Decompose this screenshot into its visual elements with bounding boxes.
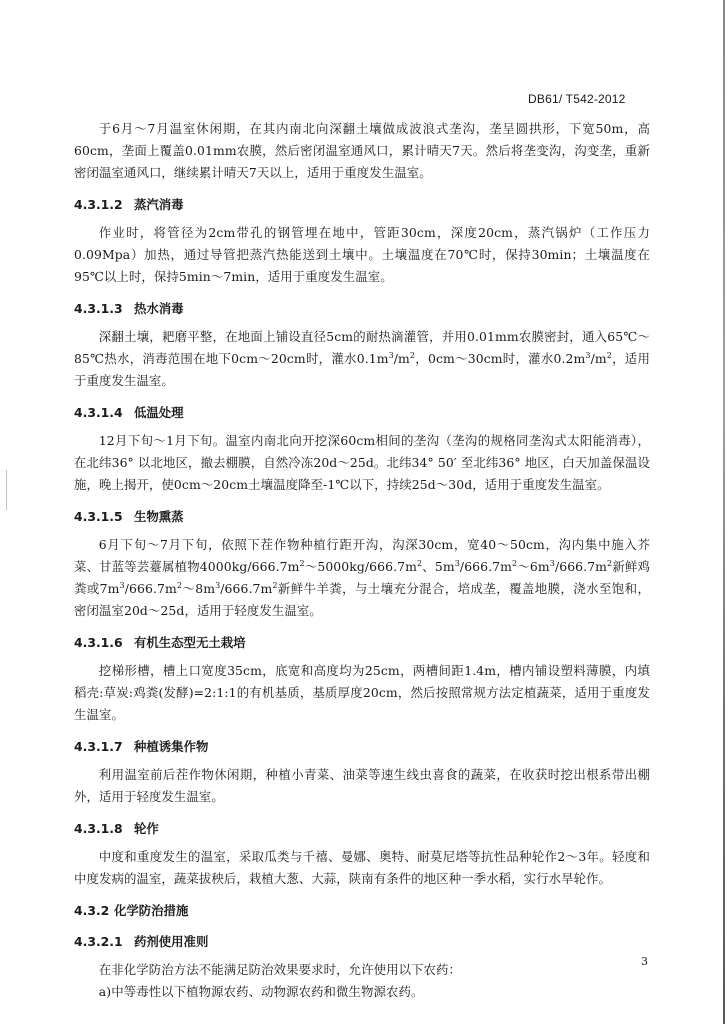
section-title: 热水消毒 [134, 301, 184, 316]
section-4321-line1: 在非化学防治方法不能满足防治效果要求时，允许使用以下农药： [98, 962, 462, 977]
document-code-header: DB61/ T542-2012 [528, 92, 626, 106]
section-title: 药剂使用准则 [134, 934, 209, 949]
section-4318-text: 中度和重度发生的温室，采取瓜类与千禧、曼娜、奥特、耐莫尼塔等抗性品种轮作2～3年。轻度和中度发病的温室，蔬菜拔秧后，栽植大葱、大蒜，陕南有条件的地区种一季水稻，实行水旱轮作。 [74, 849, 650, 886]
section-heading-4321 [74, 932, 650, 952]
section-title: 低温处理 [134, 405, 184, 420]
section-number: 4.3.1.6 [74, 635, 123, 650]
section-4313-text: 深翻土壤，耙磨平整，在地面上铺设直径5cm的耐热滴灌管，并用0.01mm农膜密封，通入65℃～85℃热水，消毒范围在地下0cm～20cm时，灌水$0.1m^3/m^2$，0cm～30cm时，灌水$0.2m^3/m^2$，适用于重度发生温室。 [74, 329, 650, 388]
section-title: 种植诱集作物 [134, 739, 209, 754]
section-title: 轮作 [134, 821, 159, 836]
intro-paragraph: 于6月～7月温室休闲期，在其内南北向深翻土壤做成波浪式垄沟，垄呈圆拱形，下宽50m，高60cm，垄面上覆盖0.01mm农膜，然后密闭温室通风口，累计晴天7天。然后将垄变沟，沟变垄，重新密闭温室通风口，继续累计晴天7天以上，适用于重度发生温室。 [74, 121, 650, 180]
section-number: 4.3.2.1 [74, 934, 123, 949]
section-4315-text: 6月下旬～7月下旬，依照下茬作物种植行距开沟，沟深30cm，宽40～50cm，沟内集中施入芥菜、甘蓝等芸薹属植物$4000kg/666.7m^2\sim 5000kg/666.7m^2$、$5m^3/666.7m^2\sim 6m^3/666.7m^2$新鲜鸡粪或$7m^3/666.7m^2\sim 8m^3/666.7m^2$新鲜牛羊粪，与土壤充分混合，培成垄，覆盖地膜，浇水至饱和，密闭温室20d～25d，适用于轻度发生温室。 [74, 537, 650, 618]
section-title: 蒸汽消毒 [134, 197, 184, 212]
section-4314-text: 12月下旬～1月下旬。温室内南北向开挖深60cm相间的垄沟（垄沟的规格同垄沟式太阳能消毒），在北纬36° 以北地区，撤去棚膜，自然冷冻20d～25d。北纬34° 50′ 至北纬36° 地区，白天加盖保温设施，晚上揭开，使0cm～20cm土壤温度降至-1℃以下，持续25d～30d，适用于重度发生温室。 [74, 433, 650, 492]
section-heading-4313 [74, 299, 650, 319]
section-4317-text: 利用温室前后茬作物休闲期，种植小青菜、油菜等速生线虫喜食的蔬菜，在收获时挖出根系带出棚外，适用于轻度发生温室。 [74, 767, 650, 804]
section-number: 4.3.2 [74, 903, 110, 918]
section-heading-4316 [74, 633, 650, 653]
scan-mark [6, 470, 7, 510]
section-title: 化学防治措施 [114, 903, 189, 918]
section-number: 4.3.1.4 [74, 405, 123, 420]
section-heading-4318 [74, 819, 650, 839]
section-heading-4314 [74, 403, 650, 423]
page-number: 3 [641, 955, 648, 968]
section-number: 4.3.1.7 [74, 739, 123, 754]
section-4321-line2: a)中等毒性以下植物源农药、动物源农药和微生物源农药。 [98, 984, 424, 999]
document-body [74, 118, 650, 1003]
section-heading-4315 [74, 507, 650, 527]
section-number: 4.3.1.2 [74, 197, 123, 212]
section-title: 有机生态型无土栽培 [134, 635, 246, 650]
section-heading-432 [74, 901, 650, 921]
section-number: 4.3.1.8 [74, 821, 123, 836]
section-heading-4312 [74, 195, 650, 215]
section-4316-text: 挖梯形槽，槽上口宽度35cm，底宽和高度均为25cm，两槽间距1.4m，槽内铺设塑料薄膜，内填稻壳:草炭:鸡粪(发酵)=2:1:1的有机基质，基质厚度20cm，然后按照常规方法定植蔬菜，适用于重度发生温室。 [74, 663, 650, 722]
scan-edge-line [723, 0, 725, 1024]
section-4312-text: 作业时，将管径为2cm带孔的钢管埋在地中，管距30cm，深度20cm，蒸汽锅炉（工作压力0.09Mpa）加热，通过导管把蒸汽热能送到土壤中。土壤温度在70℃时，保持30min；土壤温度在95℃以上时，保持5min～7min，适用于重度发生温室。 [74, 225, 650, 284]
section-number: 4.3.1.3 [74, 301, 123, 316]
section-number: 4.3.1.5 [74, 509, 123, 524]
section-title: 生物熏蒸 [134, 509, 184, 524]
section-heading-4317 [74, 737, 650, 757]
